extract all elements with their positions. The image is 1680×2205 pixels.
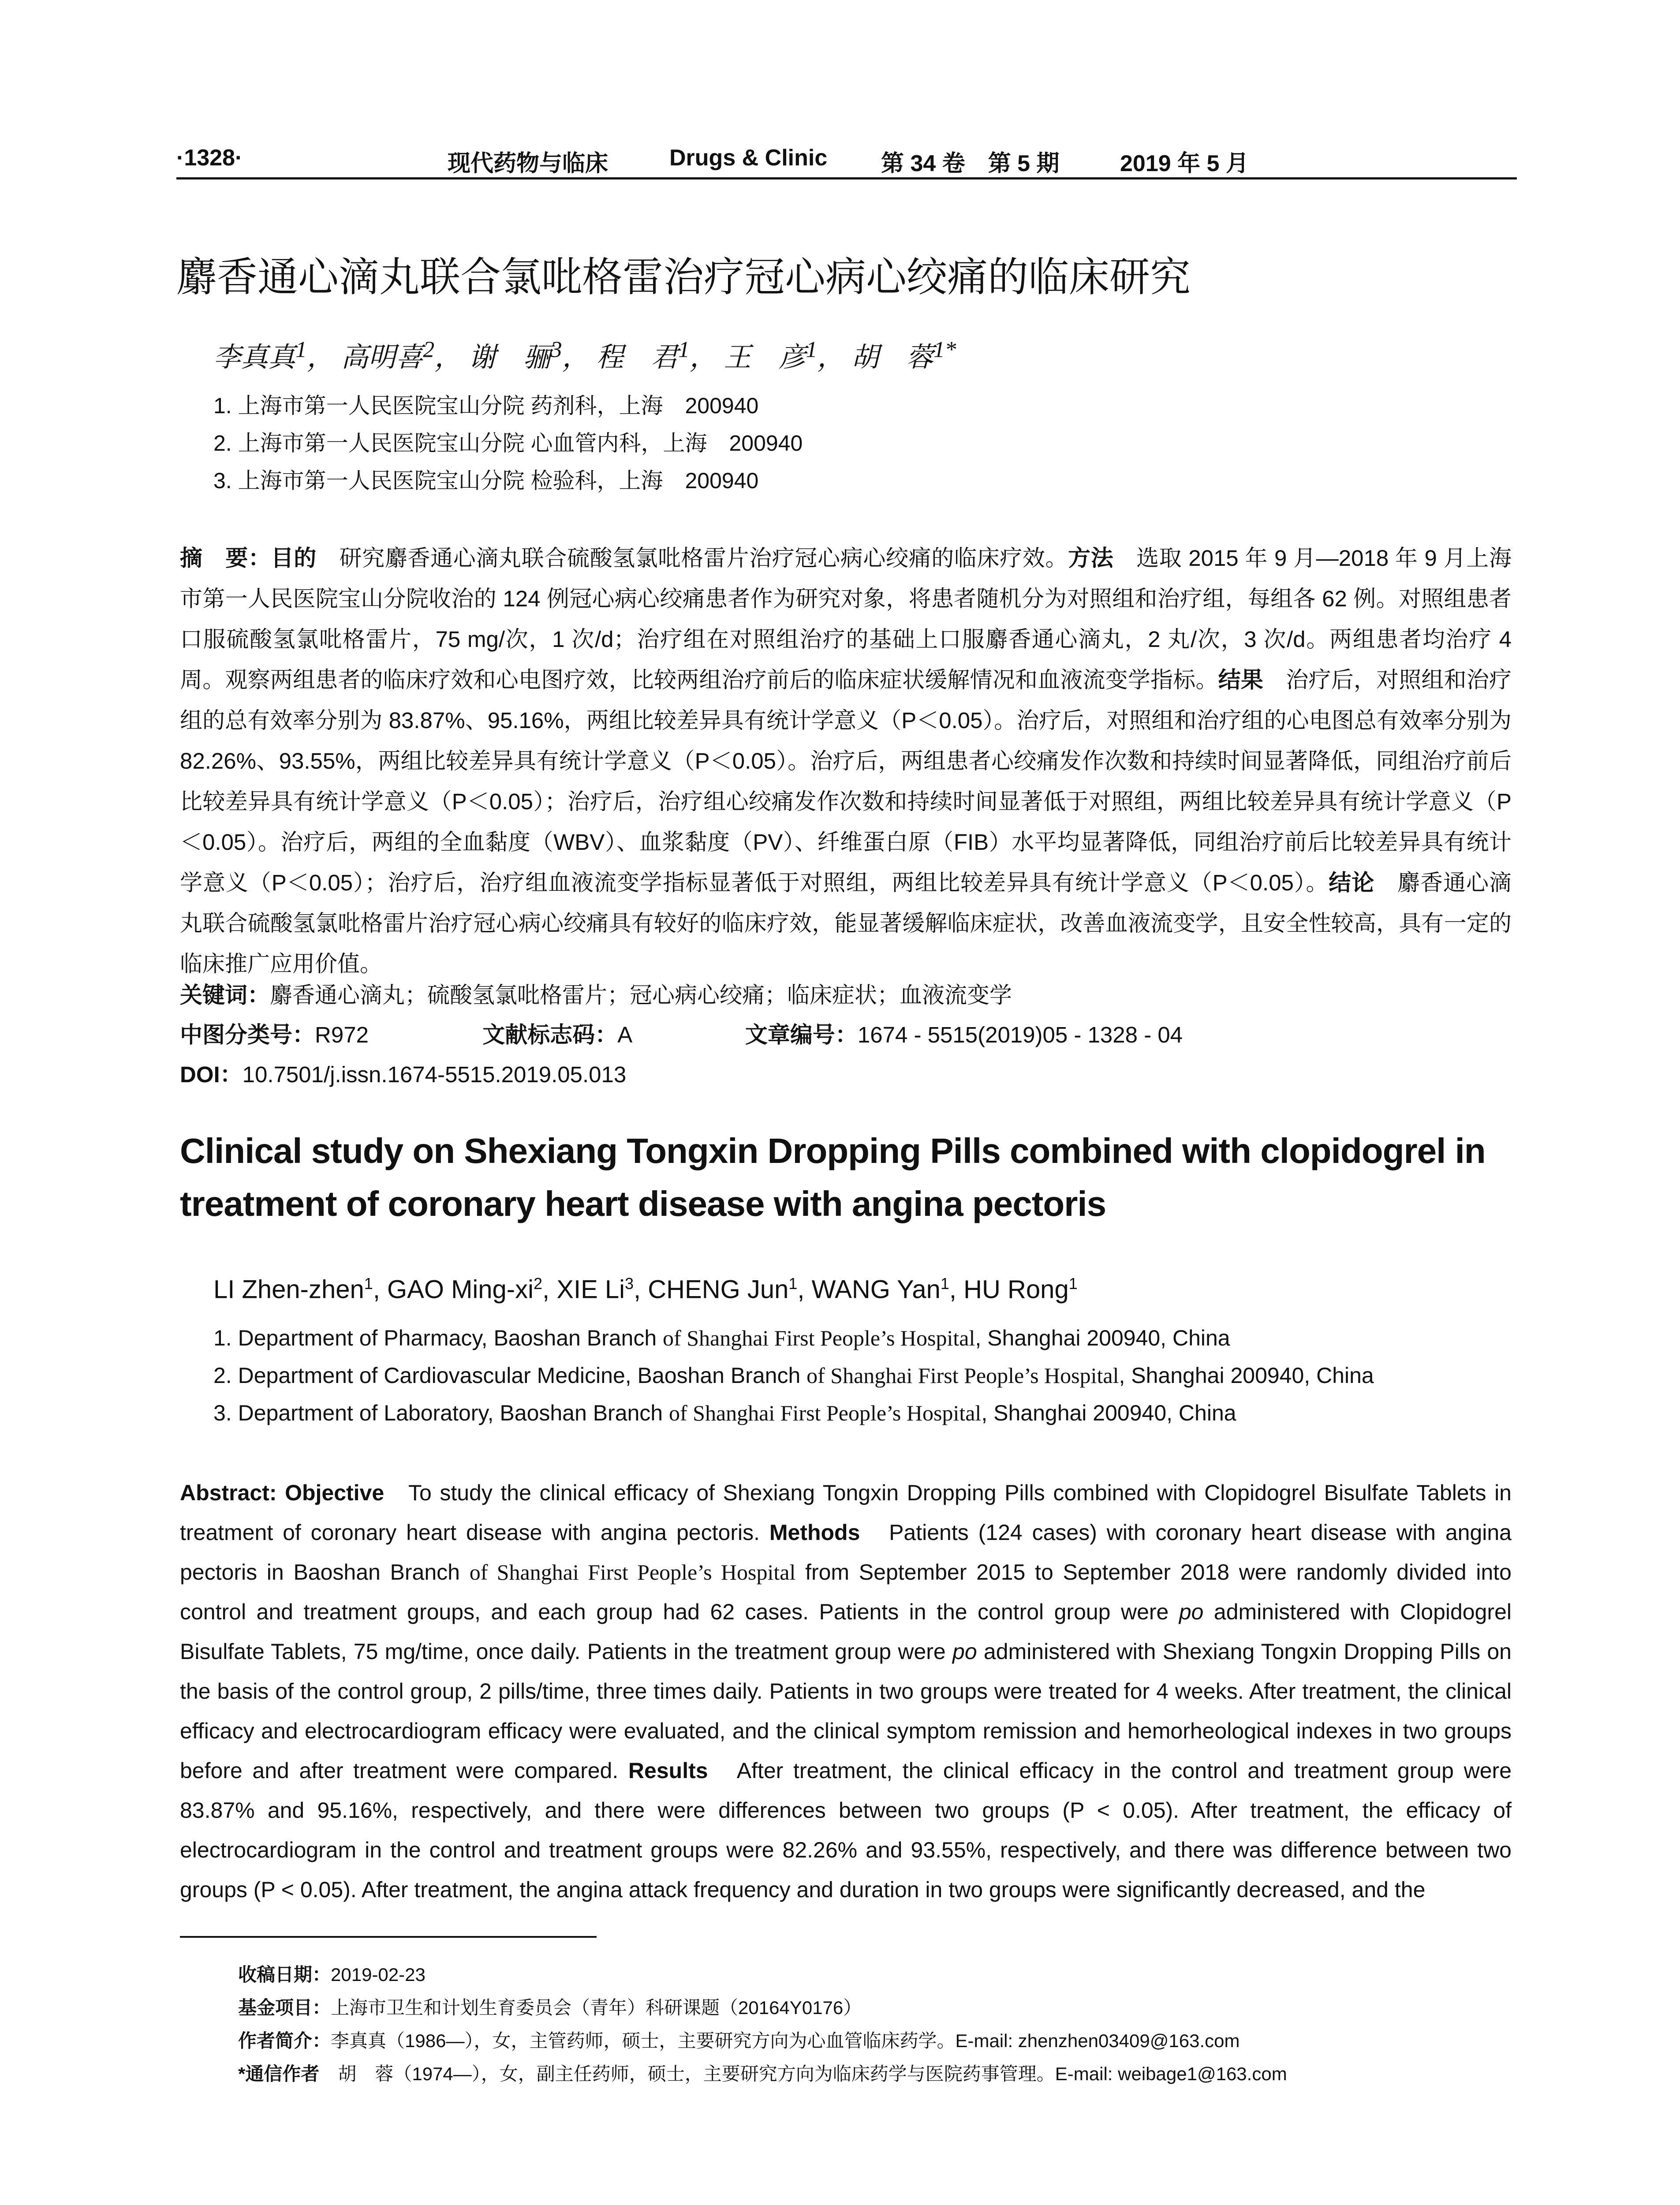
affiliation-en	[213, 1400, 1236, 1426]
objective-text: To study the clinical efficacy of Shexiang Tongxin Dropping Pills combined with Clopidogrel Bisulfate Tablets in treatment of coronary heart disease with angina pectoris.	[180, 1480, 1512, 1545]
footnote-text: 李真真（1986—），女，主管药师，硕士，主要研究方向为心血管临床药学。E-mail: zhenzhen03409@163.com	[331, 2030, 1240, 2051]
route-po: po	[1179, 1600, 1204, 1624]
methods-text: from September 2015 to September 2018 were randomly divided into control and treatment groups, and each group had 62 cases. Patients in the control group were	[180, 1560, 1512, 1624]
affiliation-dept: 3. Department of Laboratory, Baoshan Branch	[213, 1401, 669, 1425]
author-name: LI Zhen-zhen	[213, 1275, 364, 1304]
affiliation-hospital: of Shanghai First People’s Hospital	[806, 1363, 1119, 1388]
affiliation-cn: 1. 上海市第一人民医院宝山分院 药剂科，上海 200940	[213, 393, 759, 418]
abstract-label: 摘 要：	[180, 546, 271, 571]
affiliation-dept: 1. Department of Pharmacy, Baoshan Branch	[213, 1326, 663, 1350]
author-affiliation-mark: 1	[364, 1274, 373, 1293]
results-text: 治疗后，对照组和治疗组的总有效率分别为 83.87%、95.16%，两组比较差异具有统计学意义（P＜0.05）。治疗后，对照组和治疗组的心电图总有效率分别为 82.26%、93.55%，两组比较差异具有统计学意义（P＜0.05）。治疗后，两组患者心绞痛发作次数和持续时间显著降低，同组治疗前后比较差异具有统计学意义（P＜0.05）；治疗后，治疗组心绞痛发作次数和持续时间显著低于对照组，两组比较差异具有统计学意义（P＜0.05）。治疗后，两组的全血黏度（WBV）、血浆黏度（PV）、纤维蛋白原（FIB）水平均显著降低，同组治疗前后比较差异具有统计学意义（P＜0.05）；治疗后，治疗组血液流变学指标显著低于对照组，两组比较差异具有统计学意义（P＜0.05）。	[180, 667, 1512, 895]
journal-name-cn: 现代药物与临床	[448, 151, 609, 176]
author-affiliation-mark: 1	[678, 337, 690, 363]
author-name: 高明喜	[341, 343, 423, 373]
author-list-en: LI Zhen-zhen$^1$, GAO Ming-$xi^2$, XIE Li$^3$, CHENG Jun$^1$, WANG Yan$^1$, HU Rong$^1$	[213, 1274, 1078, 1304]
document-code-label: 文献标志码：	[482, 1022, 618, 1047]
methods-text: administered with Clopidogrel Bisulfate Tablets, 75 mg/time, once daily. Patients in the treatment group were	[180, 1600, 1512, 1664]
author-affiliation-mark: 2	[423, 337, 435, 363]
author-name: XIE Li	[556, 1275, 625, 1304]
abstract-cn	[180, 538, 1512, 984]
author-name: 谢 骊	[468, 343, 551, 373]
affiliation-hospital: of Shanghai First People’s Hospital	[663, 1326, 975, 1350]
footnote-label: 收稿日期：	[238, 1964, 331, 1985]
author-list-cn: 李真真$^1$， 高明喜$^2$， 谢 骊$^3$， 程 君$^1$， 王 彦$^1$， 胡 蓉$^{1*}$	[213, 337, 956, 373]
footnote-rule	[180, 1936, 597, 1938]
author-name: HU Rong	[963, 1275, 1069, 1304]
methods-label: 方法	[1068, 546, 1114, 571]
clc-value: R972	[315, 1022, 369, 1047]
author-name: 李真真	[213, 343, 296, 373]
author-name: CHENG Jun	[648, 1275, 789, 1304]
methods-text: Patients (124 cases) with coronary heart disease with angina pectoris in Baoshan Branch	[180, 1520, 1512, 1585]
page-number: ·1328·	[176, 145, 243, 171]
methods-hospital: of Shanghai First People’s Hospital	[469, 1560, 796, 1585]
author-affiliation-mark: 3	[625, 1274, 634, 1293]
doi-label: DOI：	[180, 1062, 243, 1087]
author-affiliation-mark: 1	[940, 1274, 949, 1293]
affiliation-location: , Shanghai 200940, China	[981, 1401, 1236, 1425]
keywords-cn	[180, 977, 1012, 1009]
author-name: 程 君	[596, 343, 679, 373]
author-affiliation-mark: 1	[1068, 1274, 1078, 1293]
results-label: Results	[628, 1758, 708, 1783]
keywords-label: 关键词：	[180, 983, 270, 1008]
author-affiliation-mark: 1	[295, 337, 307, 363]
footnote-text: 2019-02-23	[331, 1964, 426, 1985]
abstract-label: Abstract:	[180, 1480, 285, 1505]
objective-label: 目的	[271, 546, 317, 571]
footnote-label: *通信作者	[238, 2063, 338, 2084]
footnote-label: 基金项目：	[238, 1997, 331, 2018]
affiliation-dept: 2. Department of Cardiovascular Medicine, Baoshan Branch	[213, 1363, 807, 1388]
methods-text: administered with Shexiang Tongxin Dropping Pills on the basis of the control group, 2 pills/time, three times daily. Patients in two groups were treated for 4 weeks. After treatment, the clinical efficacy and electrocardiogram efficacy were evaluated, and the clinical symptom remission and hemorheological indexes in two groups before and after treatment were compared.	[180, 1639, 1512, 1783]
author-affiliation-mark: 3	[550, 337, 562, 363]
footnote-author-bio	[238, 2026, 1239, 2053]
article-number-label: 文章编号：	[745, 1022, 858, 1047]
keywords-text: 麝香通心滴丸；硫酸氢氯吡格雷片；冠心病心绞痛；临床症状；血液流变学	[270, 983, 1012, 1008]
author-name: 王 彦	[724, 343, 806, 373]
route-po: po	[952, 1639, 977, 1664]
footnote-corresponding	[238, 2059, 1287, 2086]
page-title-cn: 麝香通心滴丸联合氯吡格雷治疗冠心病心绞痛的临床研究	[176, 255, 1191, 300]
affiliation-cn: 3. 上海市第一人民医院宝山分院 检验科，上海 200940	[213, 468, 759, 493]
running-header	[176, 140, 1517, 180]
footnote-label: 作者简介：	[238, 2030, 331, 2051]
document-code-value: A	[617, 1022, 631, 1047]
footnote-text: 上海市卫生和计划生育委员会（青年）科研课题（20164Y0176）	[331, 1997, 862, 2018]
doi-link[interactable]: 10.7501/j.issn.1674-5515.2019.05.013	[242, 1062, 627, 1087]
author-affiliation-mark: 1	[806, 337, 818, 363]
methods-label: Methods	[769, 1520, 860, 1545]
footnote-text: 胡 蓉（1974—），女，副主任药师，硕士，主要研究方向为临床药学与医院药事管理。E-mail: weibage1@163.com	[338, 2063, 1287, 2084]
author-affiliation-mark: 1*	[933, 337, 956, 363]
doi-line	[180, 1056, 626, 1089]
author-name: GAO Ming-xi	[387, 1275, 534, 1304]
affiliation-hospital: of Shanghai First People’s Hospital	[669, 1401, 982, 1425]
conclusion-label: 结论	[1329, 870, 1375, 895]
issue-date: 2019 年 5 月	[1120, 151, 1249, 176]
header-rule	[176, 177, 1517, 179]
methods-text: 选取 2015 年 9 月—2018 年 9 月上海市第一人民医院宝山分院收治的 124 例冠心病心绞痛患者作为研究对象，将患者随机分为对照组和治疗组，每组各 62 例。对照组患者口服硫酸氢氯吡格雷片，75 mg/次，1 次/d；治疗组在对照组治疗的基础上口服麝香通心滴丸，2 丸/次，3 次/d。两组患者均治疗 4 周。观察两组患者的临床疗效和心电图疗效，比较两组治疗前后的临床症状缓解情况和血液流变学指标。	[180, 546, 1512, 692]
footnote-funding	[238, 1993, 862, 2020]
author-name: 胡 蓉	[851, 343, 933, 373]
volume-issue: 第 34 卷 第 5 期	[881, 151, 1060, 176]
abstract-en	[180, 1473, 1512, 1910]
footnote-received	[238, 1960, 426, 1987]
objective-label: Objective	[285, 1480, 385, 1505]
clc-label: 中图分类号：	[180, 1022, 315, 1047]
results-text: After treatment, the clinical efficacy in the control and treatment group were 83.87% and 95.16%, respectively, and there were differences between two groups (P < 0.05). After treatment, the efficacy of electrocardiogram in the control and treatment groups were 82.26% and 93.55%, respectively, and there was difference between two groups (P < 0.05). After treatment, the angina attack frequency and duration in two groups were significantly decreased, and the	[180, 1758, 1512, 1902]
page-title-en: Clinical study on Shexiang Tongxin Dropping Pills combined with clopidogrel in treatment of coronary heart disease with angina pectoris	[180, 1131, 1486, 1223]
journal-name-en: Drugs & Clinic	[669, 145, 828, 171]
article-number-value: 1674 - 5515(2019)05 - 1328 - 04	[857, 1022, 1183, 1047]
objective-text: 研究麝香通心滴丸联合硫酸氢氯吡格雷片治疗冠心病心绞痛的临床疗效。	[339, 546, 1068, 571]
author-affiliation-mark: 2	[534, 1274, 543, 1293]
affiliation-en	[213, 1363, 1374, 1388]
affiliation-location: , Shanghai 200940, China	[975, 1326, 1230, 1350]
classification-line	[180, 1017, 1183, 1049]
affiliation-location: , Shanghai 200940, China	[1119, 1363, 1374, 1388]
results-label: 结果	[1218, 667, 1264, 692]
author-name: WANG Yan	[811, 1275, 941, 1304]
affiliation-cn: 2. 上海市第一人民医院宝山分院 心血管内科，上海 200940	[213, 431, 803, 456]
affiliation-en	[213, 1325, 1230, 1351]
author-affiliation-mark: 1	[788, 1274, 798, 1293]
conclusion-text: 麝香通心滴丸联合硫酸氢氯吡格雷片治疗冠心病心绞痛具有较好的临床疗效，能显著缓解临床症状，改善血液流变学，且安全性较高，具有一定的临床推广应用价值。	[180, 870, 1512, 976]
